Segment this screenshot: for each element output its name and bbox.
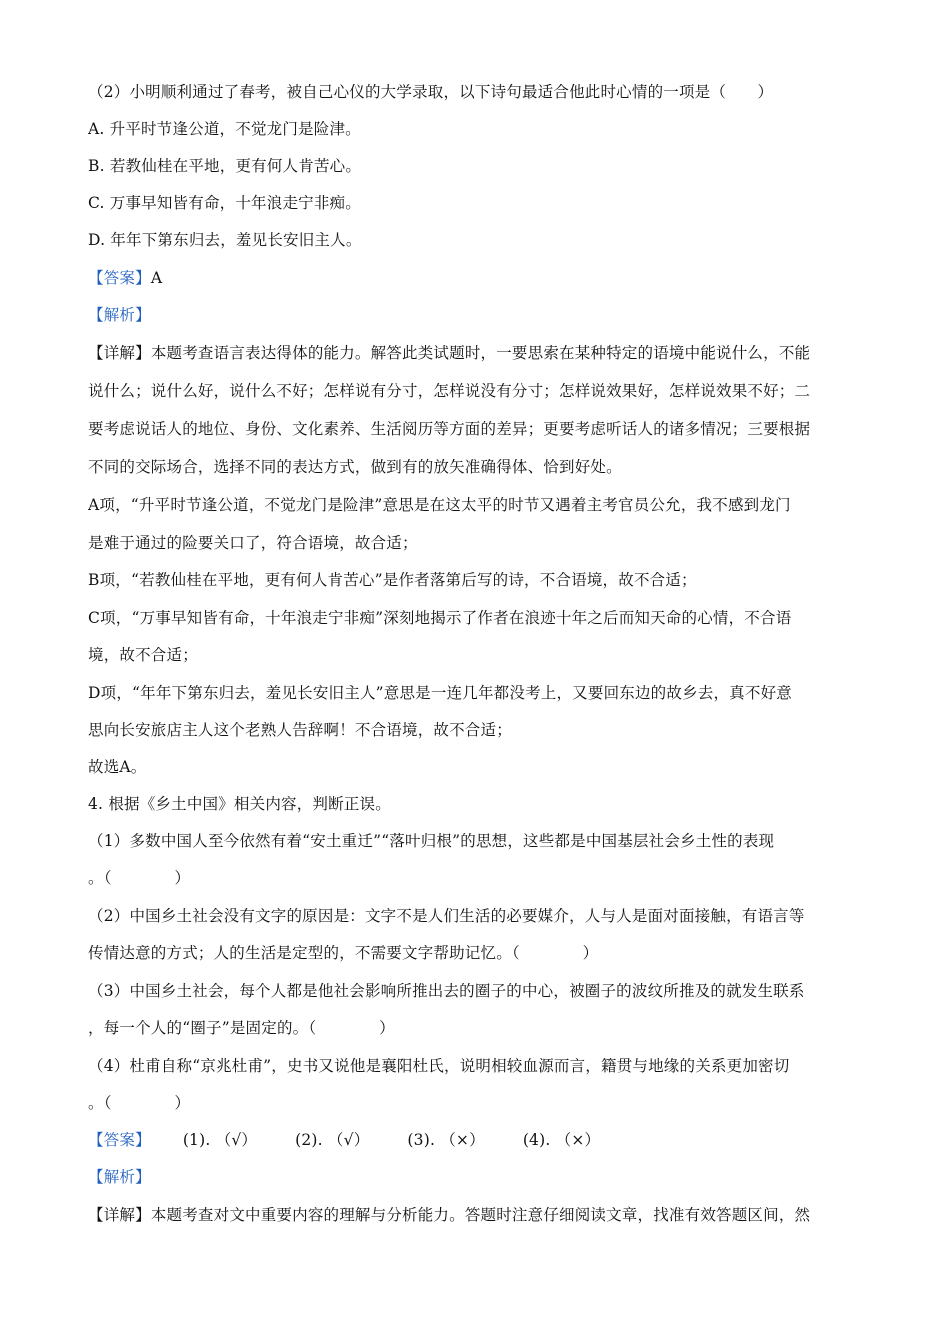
q3-d-explain-1: D项，“年年下第东归去，羞见长安旧主人”意思是一连几年都没考上，又要回东边的故乡去，真不好意	[88, 684, 792, 702]
answer-item-2: (2). （√）	[295, 1131, 370, 1149]
answer-value: A	[150, 269, 163, 287]
answer-item-3: (3). （×）	[407, 1131, 485, 1149]
q4-analysis-line	[88, 1166, 868, 1188]
q4-sub3-line-1: （3）中国乡土社会，每个人都是他社会影响所推出去的圈子的中心，被圈子的波纹所推及的就发生联系	[88, 982, 805, 1000]
answer-item-1: (1). （√）	[182, 1131, 258, 1149]
q3-detail-line-1	[88, 342, 868, 364]
answer-item-4: (4). （×）	[522, 1131, 601, 1149]
q3-sub2-question: （2）小明顺利通过了春考，被自己心仪的大学录取，以下诗句最适合他此时心情的一项是（ ）	[88, 83, 774, 101]
q4-sub2-line-1: （2）中国乡土社会没有文字的原因是：文字不是人们生活的必要媒介，人与人是面对面接触，有语言等	[88, 907, 805, 925]
q3-option-c: C. 万事早知皆有命，十年浪走宁非痴。	[88, 194, 361, 212]
q3-detail-line-3: 要考虑说话人的地位、身份、文化素养、生活阅历等方面的差异；更要考虑听话人的诸多情况；三要根据	[88, 420, 811, 438]
q4-sub4-line-1: （4）杜甫自称“京兆杜甫”，史书又说他是襄阳杜氏，说明相较血源而言，籍贯与地缘的关系更加密切	[88, 1057, 790, 1075]
q4-stem: 4. 根据《乡土中国》相关内容，判断正误。	[88, 795, 391, 813]
q3-detail-line-2: 说什么；说什么好，说什么不好；怎样说有分寸，怎样说没有分寸；怎样说效果好，怎样说效果不好；二	[88, 382, 811, 400]
q3-analysis-line	[88, 304, 868, 326]
q4-sub4-line-2: 。（ ）	[88, 1094, 191, 1112]
q4-sub1-line-2: 。（ ）	[88, 869, 191, 887]
q3-option-a: A. 升平时节逢公道，不觉龙门是险津。	[88, 120, 361, 138]
q3-c-explain-2: 境，故不合适；	[88, 646, 198, 664]
q3-d-explain-2: 思向长安旅店主人这个老熟人告辞啊！不合语境，故不合适；	[88, 721, 512, 739]
q3-b-explain: B项，“若教仙桂在平地，更有何人肯苦心”是作者落第后写的诗，不合语境，故不合适；	[88, 571, 697, 589]
detail-tag: 【详解】	[88, 1206, 151, 1224]
q3-detail-line-4: 不同的交际场合，选择不同的表达方式，做到有的放矢准确得体、恰到好处。	[88, 458, 622, 476]
analysis-tag: 【解析】	[88, 1168, 151, 1186]
q3-a-explain-1: A项，“升平时节逢公道，不觉龙门是险津”意思是在这太平的时节又遇着主考官员公允，我不感到龙门	[88, 496, 791, 514]
answer-tag: 【答案】	[88, 1131, 151, 1149]
q3-conclusion: 故选A。	[88, 758, 147, 776]
q4-detail-line	[88, 1204, 868, 1226]
detail-text: 本题考查语言表达得体的能力。解答此类试题时，一要思索在某种特定的语境中能说什么，不能	[150, 344, 811, 362]
q3-c-explain-1: C项，“万事早知皆有命，十年浪走宁非痴”深刻地揭示了作者在浪迹十年之后而知天命的心情，不合语	[88, 609, 792, 627]
q4-answer-line	[88, 1129, 868, 1151]
q4-sub1-line-1: （1）多数中国人至今依然有着“安土重迁”“落叶归根”的思想，这些都是中国基层社会乡土性的表现	[88, 832, 775, 850]
detail-tag: 【详解】	[88, 344, 151, 362]
q3-answer-line	[88, 267, 868, 289]
q3-a-explain-2: 是难于通过的险要关口了，符合语境，故合适；	[88, 534, 418, 552]
q3-option-d: D. 年年下第东归去，羞见长安旧主人。	[88, 231, 362, 249]
q4-sub3-line-2: ，每一个人的“圈子”是固定的。（ ）	[88, 1019, 395, 1037]
detail-text: 本题考查对文中重要内容的理解与分析能力。答题时注意仔细阅读文章，找准有效答题区间，然	[150, 1206, 811, 1224]
analysis-tag: 【解析】	[88, 306, 151, 324]
q4-sub2-line-2: 传情达意的方式；人的生活是定型的，不需要文字帮助记忆。（ ）	[88, 944, 599, 962]
q3-option-b: B. 若教仙桂在平地，更有何人肯苦心。	[88, 157, 362, 175]
answer-tag: 【答案】	[88, 269, 151, 287]
